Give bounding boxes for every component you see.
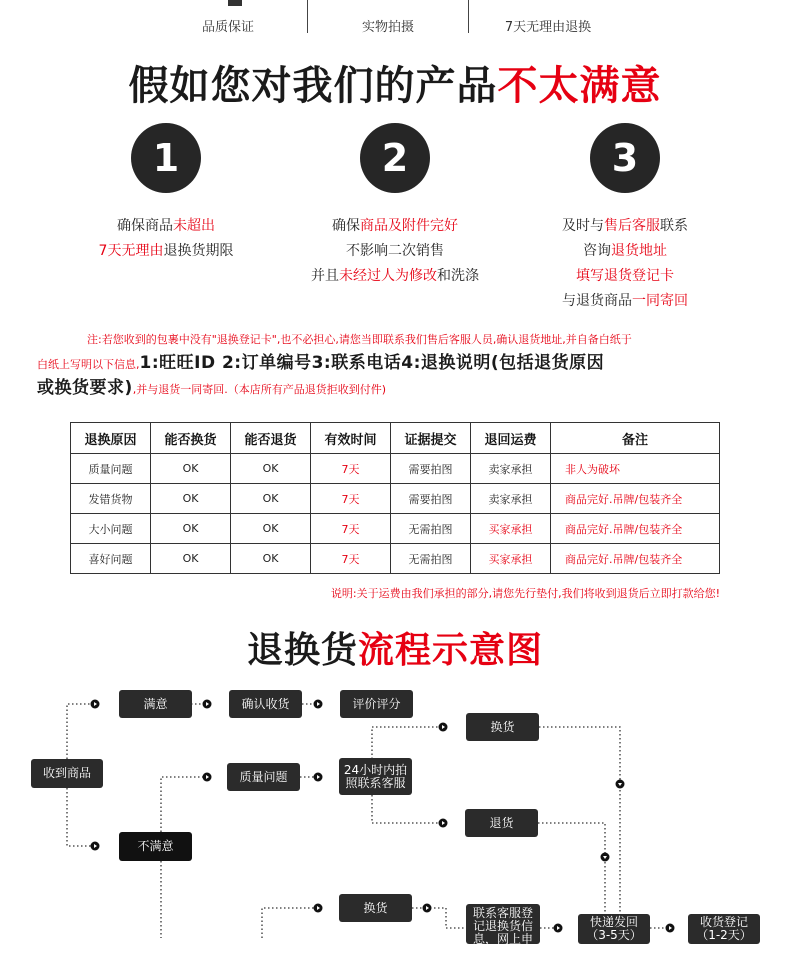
- table-header: 证据提交: [391, 423, 471, 454]
- table-header: 备注: [551, 423, 720, 454]
- table-cell: 卖家承担: [471, 454, 551, 484]
- flow-return: 退货: [465, 809, 538, 837]
- table-header: 能否换货: [151, 423, 231, 454]
- step-1-text: [51, 214, 281, 264]
- guarantee-7day-return: 7天无理由退换: [504, 20, 592, 35]
- table-cell: 大小问题: [71, 514, 151, 544]
- step-line: [510, 214, 740, 239]
- table-cell: 无需拍图: [391, 514, 471, 544]
- step-line: [510, 239, 740, 264]
- flow-title: [0, 622, 790, 673]
- highlight-text: 一同寄回: [632, 293, 688, 309]
- flow-express-return: 快递发回（3-5天）: [578, 914, 650, 944]
- top-notch-decoration: [228, 0, 242, 6]
- flow-quality-issue: 质量问题: [227, 763, 300, 791]
- headline-black: 假如您对我们的产品: [128, 63, 498, 109]
- table-header: 退换原因: [71, 423, 151, 454]
- step-line: [51, 239, 281, 264]
- highlight-text: 填写退货登记卡: [576, 268, 674, 284]
- note-small-text: 白纸上写明以下信息,: [37, 358, 140, 371]
- table-cell: OK: [231, 484, 311, 514]
- table-cell: 质量问题: [71, 454, 151, 484]
- flow-received: 收到商品: [31, 759, 103, 788]
- flow-photo-contact: 24小时内拍照联系客服: [339, 758, 412, 795]
- table-header-row: [71, 423, 720, 454]
- guarantee-real-photo: 实物拍摄: [361, 20, 414, 35]
- flow-title-red: 流程示意图: [358, 630, 544, 671]
- step-text-segment: 确保商品: [117, 218, 173, 234]
- step-text-segment: 咨询: [583, 243, 611, 259]
- return-policy-table: [70, 422, 720, 574]
- table-cell: 7天: [311, 484, 391, 514]
- flow-confirm-receipt: 确认收货: [229, 690, 302, 718]
- note-big-text: 1:旺旺ID 2:订单编号3:联系电话4:退换说明(包括退货原因: [139, 353, 605, 373]
- table-cell: 7天: [311, 514, 391, 544]
- table-cell: 买家承担: [471, 544, 551, 574]
- table-cell: OK: [151, 514, 231, 544]
- flow-exchange-2: 换货: [339, 894, 412, 922]
- step-line: [510, 289, 740, 314]
- note-line-1: 注:若您收到的包裹中没有"退换登记卡",也不必担心,请您当即联系我们售后客服人员,确认退货地址,并自备白纸于: [87, 333, 632, 346]
- guarantee-strip: [0, 0, 790, 40]
- shipping-explanation: 说明:关于运费由我们承担的部分,请您先行垫付,我们将收到退货后立即打款给您!: [330, 587, 720, 600]
- page-headline: [0, 54, 790, 111]
- highlight-text: 7天无理由: [98, 243, 164, 259]
- note-small-text: ,并与退货一同寄回.（本店所有产品退货拒收到付件): [132, 383, 387, 396]
- table-row: [71, 544, 720, 574]
- table-cell: 需要拍图: [391, 454, 471, 484]
- step-3-text: [510, 214, 740, 314]
- step-text-segment: 联系: [660, 218, 688, 234]
- table-header: 能否退货: [231, 423, 311, 454]
- table-cell: OK: [231, 514, 311, 544]
- table-cell: OK: [151, 454, 231, 484]
- table-cell: 卖家承担: [471, 484, 551, 514]
- table-cell: 商品完好.吊牌/包装齐全: [551, 484, 720, 514]
- note-big-text: 或换货要求): [37, 378, 133, 398]
- table-cell: 买家承担: [471, 514, 551, 544]
- flow-receive-register: 收货登记（1-2天）: [688, 914, 760, 944]
- step-text-segment: 和洗涤: [437, 268, 479, 284]
- table-cell: 发错货物: [71, 484, 151, 514]
- table-cell: 非人为破坏: [551, 454, 720, 484]
- flow-rate: 评价评分: [340, 690, 413, 718]
- step-text-segment: 确保: [332, 218, 360, 234]
- step-text-segment: 不影响二次销售: [346, 243, 444, 259]
- table-header: 有效时间: [311, 423, 391, 454]
- flow-register-online: 联系客服登记退换货信息，网上申请: [466, 904, 540, 944]
- table-cell: 需要拍图: [391, 484, 471, 514]
- step-3-circle: 3: [590, 123, 660, 193]
- table-cell: OK: [231, 544, 311, 574]
- table-cell: 无需拍图: [391, 544, 471, 574]
- step-1-circle: 1: [131, 123, 201, 193]
- step-line: [280, 214, 510, 239]
- table-cell: OK: [151, 544, 231, 574]
- table-cell: OK: [151, 484, 231, 514]
- step-text-segment: 及时与: [562, 218, 604, 234]
- table-cell: OK: [231, 454, 311, 484]
- flow-unsatisfied: 不满意: [119, 832, 192, 861]
- guarantee-quality: 品质保证: [201, 20, 254, 35]
- step-line: [280, 239, 510, 264]
- step-2-circle: 2: [360, 123, 430, 193]
- step-text-segment: 与退货商品: [562, 293, 632, 309]
- table-cell: 7天: [311, 454, 391, 484]
- step-line: [280, 264, 510, 289]
- step-2-text: [280, 214, 510, 289]
- table-cell: 商品完好.吊牌/包装齐全: [551, 544, 720, 574]
- step-text-segment: 退换货期限: [163, 243, 234, 259]
- highlight-text: 售后客服: [604, 218, 660, 234]
- note-line-3: [37, 376, 757, 402]
- step-line: [51, 214, 281, 239]
- table-row: [71, 514, 720, 544]
- flow-title-black: 退换货: [246, 630, 358, 671]
- highlight-text: 商品及附件完好: [360, 218, 458, 234]
- flow-exchange: 换货: [466, 713, 539, 741]
- table-cell: 7天: [311, 544, 391, 574]
- highlight-text: 未超出: [173, 218, 215, 234]
- headline-red: 不太满意: [497, 63, 662, 109]
- note-line-2: [37, 351, 757, 377]
- table-cell: 商品完好.吊牌/包装齐全: [551, 514, 720, 544]
- table-header: 退回运费: [471, 423, 551, 454]
- table-row: [71, 454, 720, 484]
- flow-satisfied: 满意: [119, 690, 192, 718]
- highlight-text: 退货地址: [611, 243, 667, 259]
- highlight-text: 未经过人为修改: [339, 268, 437, 284]
- table-row: [71, 484, 720, 514]
- step-text-segment: 并且: [311, 268, 339, 284]
- table-cell: 喜好问题: [71, 544, 151, 574]
- step-line: [510, 264, 740, 289]
